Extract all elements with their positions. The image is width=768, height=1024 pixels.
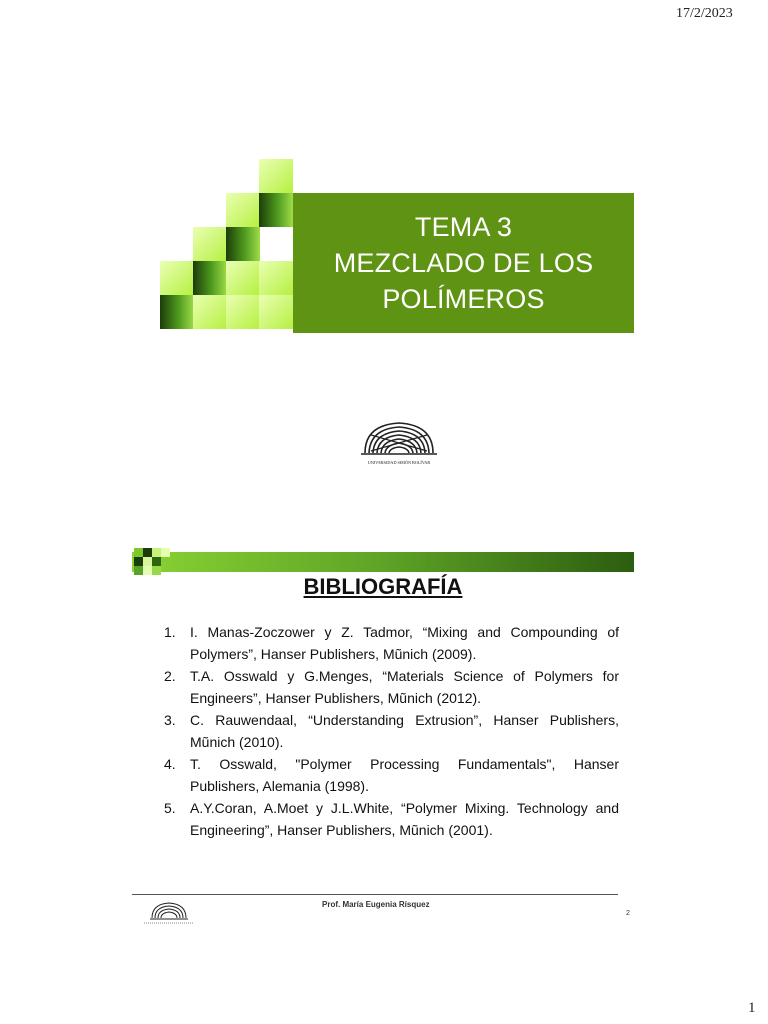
author-name: Prof. María Eugenia Rísquez (322, 900, 430, 909)
reference-number: 2. (164, 668, 176, 684)
decor-square (143, 548, 152, 557)
decor-square (226, 227, 260, 261)
decor-square (259, 193, 293, 227)
title-line-2: MEZCLADO DE LOS (333, 248, 594, 278)
decor-square (160, 261, 194, 295)
decor-square (226, 193, 260, 227)
decor-square (226, 261, 260, 295)
reference-text: C. Rauwendaal, “Understanding Extrusion”, Hanser Publishers, Mũnich (2010). (190, 712, 619, 750)
decor-square (143, 557, 152, 566)
decor-square (152, 557, 161, 566)
slide-number: 2 (626, 910, 630, 917)
reference-number: 5. (164, 800, 176, 816)
decor-square (152, 548, 161, 557)
title-line-1: TEMA 3 (414, 212, 513, 242)
reference-text: T. Osswald, "Polymer Processing Fundamentals", Hanser Publishers, Alemania (1998). (190, 756, 619, 794)
decor-square (134, 548, 143, 557)
title-slide (160, 155, 640, 485)
university-logo-small (140, 900, 198, 926)
reference-list (164, 622, 619, 842)
decor-square (160, 295, 194, 329)
reference-text: T.A. Osswald y G.Menges, “Materials Science of Polymers for Engineers”, Hanser Publishers, Mũnich (2012). (190, 668, 619, 706)
list-item (164, 754, 619, 797)
reference-number: 3. (164, 712, 176, 728)
list-item (164, 622, 619, 665)
bibliography-slide (132, 548, 634, 928)
page-number: 1 (748, 1000, 756, 1016)
decor-square (193, 227, 227, 261)
decor-square (259, 261, 293, 295)
list-item (164, 666, 619, 709)
decor-square (259, 295, 293, 329)
decor-square (193, 295, 227, 329)
reference-number: 1. (164, 624, 176, 640)
list-item (164, 710, 619, 753)
list-item (164, 798, 619, 841)
decor-square (161, 548, 170, 557)
reference-text: I. Manas-Zoczower y Z. Tadmor, “Mixing and Compounding of Polymers”, Hanser Publishers, Mũnich (2009). (190, 624, 619, 662)
logo-caption: UNIVERSIDAD SIMÓN BOLÍVAR (367, 460, 431, 465)
reference-text: A.Y.Coran, A.Moet y J.L.White, “Polymer Mixing. Technology and Engineering”, Hanser Publishers, Mũnich (2001). (190, 800, 619, 838)
decor-square (193, 261, 227, 295)
decor-square (226, 295, 260, 329)
decor-square (134, 557, 143, 566)
header-bar (132, 552, 634, 572)
slide-title: BIBLIOGRAFÍA (303, 574, 463, 599)
university-logo (359, 417, 439, 469)
title-line-3: POLÍMEROS (382, 284, 545, 314)
page-date: 17/2/2023 (676, 6, 733, 21)
title-box (293, 193, 634, 333)
reference-number: 4. (164, 756, 176, 772)
decor-square (259, 159, 293, 193)
footer-divider (132, 894, 618, 895)
